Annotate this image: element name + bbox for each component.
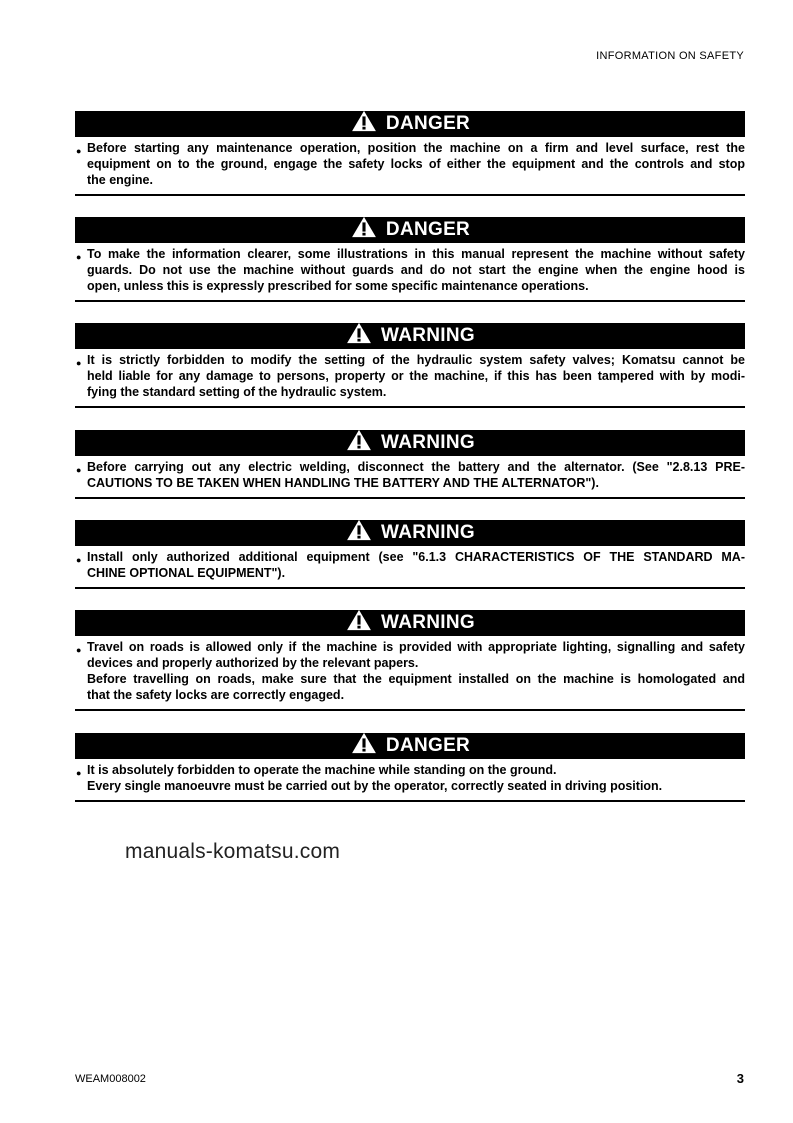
notice-text-line: equipment on to the ground, engage the safety locks of either the equipment and the controls and stop bbox=[87, 157, 745, 171]
notice-text-line: CAUTIONS TO BE TAKEN WHEN HANDLING THE BATTERY AND THE ALTERNATOR"). bbox=[87, 476, 599, 490]
notice-body bbox=[75, 546, 745, 589]
warning-triangle-icon bbox=[345, 519, 373, 547]
notice-text-line: Before travelling on roads, make sure that the equipment installed on the machine is homologated and bbox=[87, 672, 745, 686]
notice-danger bbox=[75, 733, 745, 802]
warning-triangle-icon bbox=[345, 429, 373, 457]
document-code: WEAM008002 bbox=[75, 1073, 146, 1085]
notice-text-line: the engine. bbox=[87, 173, 153, 187]
notice-text-line: fying the standard setting of the hydraulic system. bbox=[87, 385, 387, 399]
notice-level: DANGER bbox=[385, 735, 471, 756]
notice-body bbox=[75, 636, 745, 711]
notice-warning bbox=[75, 323, 745, 408]
notice-warning bbox=[75, 610, 745, 711]
notice-level: WARNING bbox=[381, 432, 475, 453]
notice-header bbox=[75, 217, 745, 243]
watermark: manuals-komatsu.com bbox=[125, 840, 341, 863]
notice-header bbox=[75, 111, 745, 137]
notice-danger bbox=[75, 217, 745, 302]
notice-text-line: held liable for any damage to persons, property or the machine, if this has been tampered with by modi- bbox=[87, 369, 745, 383]
notice-text-line: Before starting any maintenance operation, position the machine on a firm and level surface, rest the bbox=[87, 141, 745, 155]
notice-text-line: that the safety locks are correctly engaged. bbox=[87, 688, 345, 702]
notice-level: WARNING bbox=[381, 325, 475, 346]
notice-header bbox=[75, 610, 745, 636]
notice-text-line: Every single manoeuvre must be carried out by the operator, correctly seated in driving position. bbox=[87, 779, 663, 793]
notice-text-line: Install only authorized additional equipment (see "6.1.3 CHARACTERISTICS OF THE STANDARD MA- bbox=[87, 550, 745, 564]
bullet-icon: ● bbox=[76, 555, 82, 565]
notice-body bbox=[75, 137, 745, 196]
warning-triangle-icon bbox=[350, 216, 378, 244]
notice-danger bbox=[75, 111, 745, 196]
notice-body bbox=[75, 243, 745, 302]
warning-triangle-icon bbox=[350, 732, 378, 760]
bullet-icon: ● bbox=[76, 465, 82, 475]
notice-level: WARNING bbox=[381, 522, 475, 543]
notice-text-line: devices and properly authorized by the relevant papers. bbox=[87, 656, 419, 670]
bullet-icon: ● bbox=[76, 645, 82, 655]
notice-header bbox=[75, 733, 745, 759]
notice-header bbox=[75, 323, 745, 349]
notice-warning bbox=[75, 430, 745, 499]
notice-header bbox=[75, 430, 745, 456]
notice-body bbox=[75, 456, 745, 499]
notice-text-line: To make the information clearer, some illustrations in this manual represent the machine without safety bbox=[87, 247, 745, 261]
notice-body bbox=[75, 349, 745, 408]
warning-triangle-icon bbox=[345, 609, 373, 637]
notice-header bbox=[75, 520, 745, 546]
notice-text-line: Before carrying out any electric welding, disconnect the battery and the alternator. (See "2.8.13 PRE- bbox=[87, 460, 745, 474]
notice-body bbox=[75, 759, 745, 802]
notice-warning bbox=[75, 520, 745, 589]
notice-text-line: It is strictly forbidden to modify the setting of the hydraulic system safety valves; Komatsu cannot be bbox=[87, 353, 745, 367]
page-number: 3 bbox=[736, 1071, 744, 1086]
warning-triangle-icon bbox=[350, 110, 378, 138]
section-header: INFORMATION ON SAFETY bbox=[596, 50, 744, 62]
warning-triangle-icon bbox=[345, 322, 373, 350]
bullet-icon: ● bbox=[76, 252, 82, 262]
notice-text-line: open, unless this is expressly prescribed for some specific maintenance operations. bbox=[87, 279, 589, 293]
bullet-icon: ● bbox=[76, 358, 82, 368]
notice-text-line: guards. Do not use the machine without guards and do not start the engine when the engine hood is bbox=[87, 263, 745, 277]
notice-text-line: Travel on roads is allowed only if the machine is provided with appropriate lighting, signalling and safety bbox=[87, 640, 745, 654]
bullet-icon: ● bbox=[76, 768, 82, 778]
notice-level: DANGER bbox=[385, 219, 471, 240]
bullet-icon: ● bbox=[76, 146, 82, 156]
notice-level: DANGER bbox=[385, 113, 471, 134]
notice-text-line: CHINE OPTIONAL EQUIPMENT"). bbox=[87, 566, 286, 580]
notice-text-line: It is absolutely forbidden to operate the machine while standing on the ground. bbox=[87, 763, 557, 777]
notice-level: WARNING bbox=[381, 612, 475, 633]
